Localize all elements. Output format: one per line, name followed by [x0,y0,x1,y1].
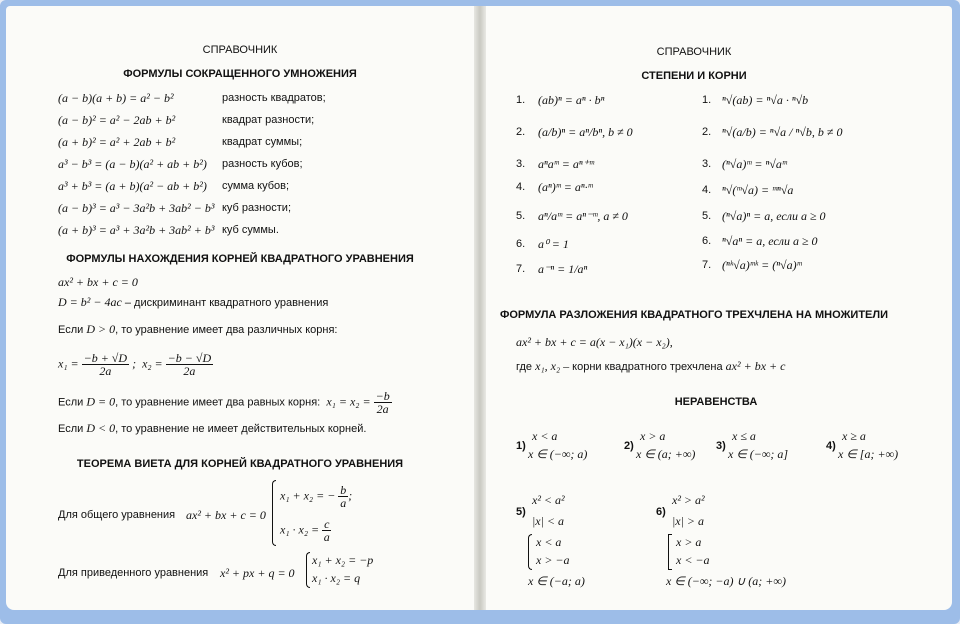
inequality-condition: x² > a² [672,493,705,507]
power-rule: a⁻ⁿ = 1/aⁿ [538,262,588,276]
separator: ; [132,356,137,371]
case-prefix: Если [58,324,87,336]
formula-desc: разность квадратов; [222,92,326,104]
inequality-condition: x > a [640,429,666,443]
inequality-label: 2) [624,440,634,452]
system-brace [306,552,310,588]
vieta-reduced-product: x₁ · x₂ = q [312,571,361,585]
case-text: , то уравнение не имеет действительных корней. [115,423,367,435]
power-rule-number: 5. [516,210,526,222]
equal-roots-numerator: −b [375,389,390,403]
formula-row: (a − b)(a + b) = a² − b² [58,91,174,105]
where-prefix: где [516,361,536,373]
root-rule: (ⁿ√a)ⁿ = a, если a ≥ 0 [722,209,826,223]
union-bracket [668,534,672,570]
vieta-reduced-sum: x₁ + x₂ = −p [312,553,374,567]
section-title-vieta: ТЕОРЕМА ВИЕТА ДЛЯ КОРНЕЙ КВАДРАТНОГО УРАВНЕНИЯ [76,458,404,470]
left-page [6,6,474,610]
system-brace [528,534,532,570]
power-rule-number: 7. [516,263,526,275]
vieta-product-fraction [322,518,331,543]
inequality-label: 3) [716,440,726,452]
vieta-sum-numerator: b [340,483,347,497]
inequality-solution: x ∈ (−∞; −a) ∪ (a; +∞) [666,574,786,588]
inequality-solution: x ∈ (−a; a) [528,574,585,588]
case-condition: D = 0 [86,394,116,409]
case-negative [58,422,366,436]
x2-denominator: 2a [183,364,196,378]
inequality-system-line: x < a [536,535,562,549]
inequality-abs: |x| > a [672,514,705,528]
inequality-solution: x ∈ (−∞; a) [528,447,588,461]
x1-lhs: x₁ = [58,356,79,371]
vieta-general-equation: ax² + bx + c = 0 [186,508,266,522]
vieta-reduced-label: Для приведенного уравнения [58,567,209,579]
inequality-solution: x ∈ (a; +∞) [636,447,696,461]
root-rule: (ⁿ√a)ᵐ = ⁿ√aᵐ [722,157,787,171]
x1-fraction [82,352,129,377]
vieta-product-denominator: a [323,530,330,544]
equal-roots-fraction [374,390,392,415]
where-expression: ax² + bx + c [725,359,786,373]
root-rule: ⁿ√(a/b) = ⁿ√a / ⁿ√b, b ≠ 0 [722,125,843,139]
inequality-solution: x ∈ [a; +∞) [838,447,899,461]
inequality-label: 5) [516,506,526,518]
inequality-system-line: x > a [676,535,702,549]
inequality-label: 6) [656,506,666,518]
separator: ; [348,488,353,503]
inequality-condition: x ≤ a [732,429,756,443]
power-rule: aⁿ/aᵐ = aⁿ⁻ᵐ, a ≠ 0 [538,209,628,223]
section-title-quadratic-roots: ФОРМУЛЫ НАХОЖДЕНИЯ КОРНЕЙ КВАДРАТНОГО УРАВНЕНИЯ [66,253,414,265]
inequality-condition: x ≥ a [842,429,866,443]
power-rule: aⁿaᵐ = aⁿ⁺ᵐ [538,157,594,171]
root-rule-number: 1. [702,94,712,106]
vieta-sum-lhs: x₁ + x₂ = − [280,488,336,503]
vieta-product-lhs: x₁ · x₂ = [280,522,320,537]
inequality-condition: x² < a² [532,493,565,507]
equal-roots-lhs: x₁ = x₂ = [326,394,371,409]
inequality-condition: x < a [532,429,558,443]
case-positive [58,323,337,337]
case-prefix: Если [58,423,87,435]
where-text: корни квадратного трехчлена [569,361,726,373]
equal-roots-denominator: 2a [376,402,389,416]
section-title-powers-roots: СТЕПЕНИ И КОРНИ [641,70,747,82]
x2-lhs: x₂ = [142,356,163,371]
case-condition: D < 0 [86,421,116,435]
case-prefix: Если [58,396,87,409]
left-page-header: СПРАВОЧНИК [202,44,278,56]
formula-desc: куб разности; [222,202,292,214]
formula-row: a³ + b³ = (a + b)(a² − ab + b²) [58,179,207,193]
power-rule-number: 1. [516,94,526,106]
root-rule: ⁿ√aⁿ = a, если a ≥ 0 [722,234,818,248]
root-rule-number: 3. [702,158,712,170]
formula-row: (a + b)² = a² + 2ab + b² [58,135,176,149]
inequality-abs: |x| < a [532,514,565,528]
vieta-sum-denominator: a [340,496,347,510]
case-text: , то уравнение имеет два различных корня: [115,324,338,336]
discriminant-text: – дискриминант квадратного уравнения [121,297,329,309]
inequality-label: 4) [826,440,836,452]
formula-row: (a − b)² = a² − 2ab + b² [58,113,176,127]
case-condition: D > 0 [86,322,116,336]
formula-row: (a − b)³ = a³ − 3a²b + 3ab² − b³ [58,201,215,215]
root-rule: ⁿ√(ab) = ⁿ√a · ⁿ√b [722,93,809,107]
case-text: , то уравнение имеет два равных корня: [115,396,321,409]
x2-fraction [166,352,213,377]
power-rule-number: 6. [516,238,526,250]
section-title-short-multiplication: ФОРМУЛЫ СОКРАЩЕННОГО УМНОЖЕНИЯ [123,68,357,80]
discriminant-line [58,296,328,310]
formula-desc: сумма кубов; [222,180,290,192]
discriminant-formula: D = b² − 4ac [58,295,122,309]
power-rule: a⁰ = 1 [538,237,569,251]
right-page [486,6,952,610]
root-rule-number: 6. [702,235,712,247]
x2-numerator: −b − √D [167,351,212,365]
factorization-where [516,360,785,374]
where-variables: x₁, x₂ – [535,359,570,373]
root-rule-number: 4. [702,184,712,196]
factorization-formula: ax² + bx + c = a(x − x₁)(x − x₂), [516,335,673,349]
power-rule-number: 3. [516,158,526,170]
formula-desc: куб суммы. [222,224,279,236]
vieta-general-sum [280,484,352,509]
x1-numerator: −b + √D [83,351,128,365]
root-rule: ⁿ√(ᵐ√a) = ᵐⁿ√a [722,183,794,197]
vieta-reduced-equation: x² + px + q = 0 [220,566,295,580]
case-zero [58,390,392,415]
notebook-spine [474,6,486,610]
vieta-general-product [280,518,331,543]
inequality-label: 1) [516,440,526,452]
formula-row: (a + b)³ = a³ + 3a²b + 3ab² + b³ [58,223,215,237]
quadratic-equation: ax² + bx + c = 0 [58,275,138,289]
power-rule: (ab)ⁿ = aⁿ · bⁿ [538,93,605,107]
formula-desc: квадрат суммы; [222,136,303,148]
root-rule: (ⁿᵏ√a)ᵐᵏ = (ⁿ√a)ᵐ [722,258,802,272]
power-rule: (aⁿ)ᵐ = aⁿ·ᵐ [538,180,593,194]
formula-desc: разность кубов; [222,158,303,170]
root-rule-number: 5. [702,210,712,222]
inequality-solution: x ∈ (−∞; a] [728,447,789,461]
vieta-general-label: Для общего уравнения [58,509,176,521]
power-rule-number: 4. [516,181,526,193]
vieta-product-numerator: c [324,517,330,531]
root-rule-number: 7. [702,259,712,271]
vieta-sum-fraction [338,484,348,509]
right-page-header: СПРАВОЧНИК [656,46,732,58]
section-title-inequalities: НЕРАВЕНСТВА [674,396,758,408]
section-title-factorization: ФОРМУЛА РАЗЛОЖЕНИЯ КВАДРАТНОГО ТРЕХЧЛЕНА НА МНОЖИТЕЛИ [499,309,889,321]
roots-formula [58,352,213,377]
inequality-system-line: x < −a [676,553,710,567]
root-rule-number: 2. [702,126,712,138]
formula-row: a³ − b³ = (a − b)(a² + ab + b²) [58,157,207,171]
inequality-system-line: x > −a [536,553,570,567]
formula-desc: квадрат разности; [222,114,315,126]
power-rule: (a/b)ⁿ = aⁿ/bⁿ, b ≠ 0 [538,125,633,139]
power-rule-number: 2. [516,126,526,138]
x1-denominator: 2a [99,364,112,378]
system-brace [272,480,276,546]
